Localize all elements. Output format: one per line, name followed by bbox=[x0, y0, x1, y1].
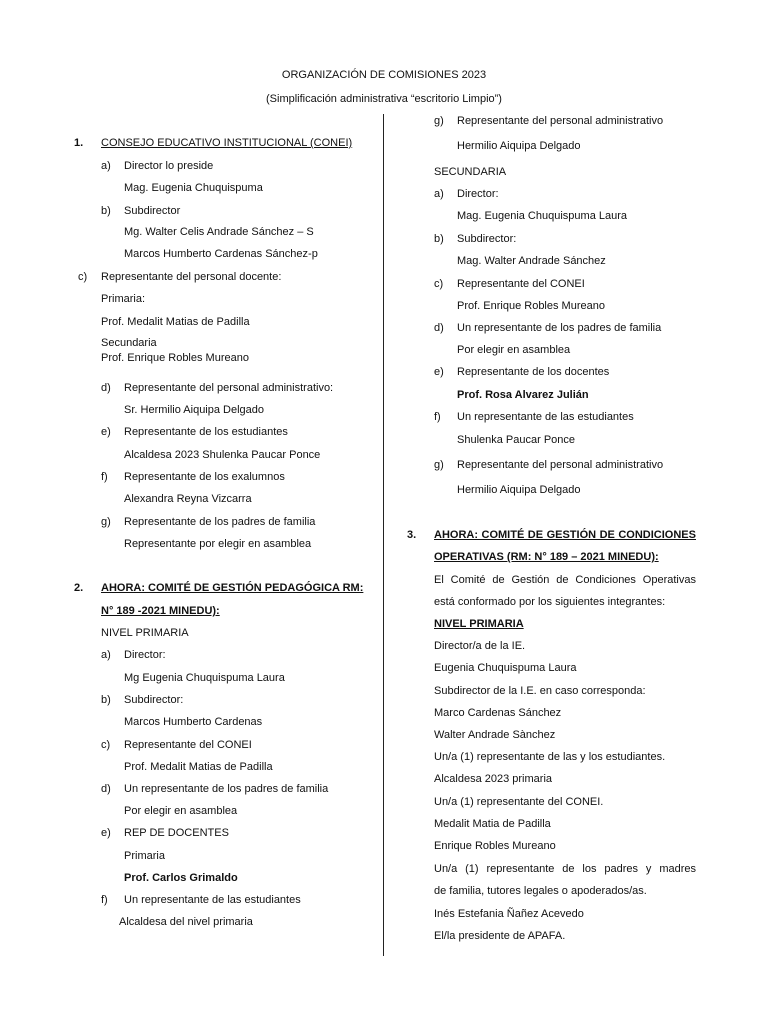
s2-e-value-2: Prof. Carlos Grimaldo bbox=[124, 872, 238, 884]
r-g2-label: g) bbox=[434, 459, 444, 471]
r-b-value: Mag. Walter Andrade Sánchez bbox=[457, 255, 606, 267]
s3-level: NIVEL PRIMARIA bbox=[434, 618, 524, 630]
s3-line-4: Marco Cardenas Sánchez bbox=[434, 707, 562, 719]
s1-b-label: b) bbox=[101, 205, 111, 217]
r-d-text: Un representante de los padres de familia bbox=[457, 322, 662, 334]
section-1-number: 1. bbox=[74, 137, 84, 149]
s1-c-primaria: Primaria: bbox=[101, 293, 146, 305]
r-b-text: Subdirector: bbox=[457, 233, 517, 245]
r-d-label: d) bbox=[434, 322, 444, 334]
s3-line-13: Inés Estefania Ñañez Acevedo bbox=[434, 908, 584, 920]
r-g2-text: Representante del personal administrativo bbox=[457, 459, 664, 471]
section-3-title-line-1: AHORA: COMITÉ DE GESTIÓN DE CONDICIONES bbox=[434, 529, 696, 541]
section-2-number: 2. bbox=[74, 582, 84, 594]
s3-line-11: Un/a (1) representante de los padres y madres bbox=[434, 863, 696, 875]
s2-a-text: Director: bbox=[124, 649, 166, 661]
s2-f-label: f) bbox=[101, 894, 108, 906]
section-1-title: CONSEJO EDUCATIVO INSTITUCIONAL (CONEI) bbox=[101, 137, 353, 149]
s1-c-label: c) bbox=[78, 271, 88, 283]
r-b-label: b) bbox=[434, 233, 444, 245]
s1-d-label: d) bbox=[101, 382, 111, 394]
s3-line-7: Alcaldesa 2023 primaria bbox=[434, 773, 553, 785]
r-g1-text: Representante del personal administrativo bbox=[457, 115, 664, 127]
r-c-label: c) bbox=[434, 278, 444, 290]
r-c-value: Prof. Enrique Robles Mureano bbox=[457, 300, 605, 312]
s2-d-text: Un representante de los padres de familia bbox=[124, 783, 329, 795]
s3-intro-line-2: está conformado por los siguientes integrantes: bbox=[434, 596, 666, 608]
document-title: ORGANIZACIÓN DE COMISIONES 2023 bbox=[281, 69, 487, 81]
s3-line-12: de familia, tutores legales o apoderados/as. bbox=[434, 885, 647, 897]
s3-line-3: Subdirector de la I.E. en caso corresponda: bbox=[434, 685, 646, 697]
section-3-number: 3. bbox=[407, 529, 417, 541]
s3-line-1: Director/a de la IE. bbox=[434, 640, 526, 652]
s2-f-value: Alcaldesa del nivel primaria bbox=[119, 916, 253, 928]
s1-f-value: Alexandra Reyna Vizcarra bbox=[124, 493, 252, 505]
s2-f-text: Un representante de las estudiantes bbox=[124, 894, 301, 906]
s2-a-value: Mg Eugenia Chuquispuma Laura bbox=[124, 672, 285, 684]
s2-e-text: REP DE DOCENTES bbox=[124, 827, 229, 839]
s2-e-label: e) bbox=[101, 827, 111, 839]
r-d-value: Por elegir en asamblea bbox=[457, 344, 571, 356]
s1-g-label: g) bbox=[101, 516, 111, 528]
s2-d-label: d) bbox=[101, 783, 111, 795]
s1-f-label: f) bbox=[101, 471, 108, 483]
r-a-text: Director: bbox=[457, 188, 499, 200]
s3-line-9: Medalit Matia de Padilla bbox=[434, 818, 551, 830]
r-secundaria: SECUNDARIA bbox=[434, 166, 507, 178]
r-g2-value: Hermilio Aiquipa Delgado bbox=[457, 484, 581, 496]
s2-b-label: b) bbox=[101, 694, 111, 706]
s3-line-6: Un/a (1) representante de las y los estudiantes. bbox=[434, 751, 666, 763]
s2-b-value: Marcos Humberto Cardenas bbox=[124, 716, 263, 728]
s1-e-value: Alcaldesa 2023 Shulenka Paucar Ponce bbox=[124, 449, 321, 461]
r-g1-label: g) bbox=[434, 115, 444, 127]
document-subtitle: (Simplificación administrativa “escritorio Limpio”) bbox=[266, 93, 502, 105]
s1-a-label: a) bbox=[101, 160, 111, 172]
s1-e-label: e) bbox=[101, 426, 111, 438]
s2-b-text: Subdirector: bbox=[124, 694, 184, 706]
s2-d-value: Por elegir en asamblea bbox=[124, 805, 238, 817]
s1-b-value-1: Mg. Walter Celis Andrade Sánchez – S bbox=[124, 226, 314, 238]
s1-e-text: Representante de los estudiantes bbox=[124, 426, 288, 438]
r-a-value: Mag. Eugenia Chuquispuma Laura bbox=[457, 210, 628, 222]
r-e-text: Representante de los docentes bbox=[457, 366, 610, 378]
r-a-label: a) bbox=[434, 188, 444, 200]
s3-intro-line-1: El Comité de Gestión de Condiciones Operativas bbox=[434, 574, 696, 586]
s2-c-value: Prof. Medalit Matias de Padilla bbox=[124, 761, 273, 773]
s1-g-text: Representante de los padres de familia bbox=[124, 516, 316, 528]
s1-c-text: Representante del personal docente: bbox=[101, 271, 282, 283]
r-f-text: Un representante de las estudiantes bbox=[457, 411, 634, 423]
section-2-title-line-2: N° 189 -2021 MINEDU): bbox=[101, 605, 220, 617]
s3-line-14: El/la presidente de APAFA. bbox=[434, 930, 566, 942]
s1-f-text: Representante de los exalumnos bbox=[124, 471, 285, 483]
r-c-text: Representante del CONEI bbox=[457, 278, 585, 290]
s3-line-5: Walter Andrade Sànchez bbox=[434, 729, 556, 741]
section-2-title-line-1: AHORA: COMITÉ DE GESTIÓN PEDAGÓGICA RM: bbox=[101, 582, 364, 594]
s1-c-secundaria: Secundaria bbox=[101, 337, 157, 349]
s3-line-10: Enrique Robles Mureano bbox=[434, 840, 556, 852]
s2-level: NIVEL PRIMARIA bbox=[101, 627, 189, 639]
s1-a-value: Mag. Eugenia Chuquispuma bbox=[124, 182, 263, 194]
s3-line-2: Eugenia Chuquispuma Laura bbox=[434, 662, 577, 674]
s1-d-value: Sr. Hermilio Aiquipa Delgado bbox=[124, 404, 265, 416]
r-e-value: Prof. Rosa Alvarez Julián bbox=[457, 389, 589, 401]
section-3-title-line-2: OPERATIVAS (RM: N° 189 – 2021 MINEDU): bbox=[434, 551, 659, 563]
s1-c-secundaria-value: Prof. Enrique Robles Mureano bbox=[101, 352, 249, 364]
s1-d-text: Representante del personal administrativo: bbox=[124, 382, 334, 394]
s2-c-label: c) bbox=[101, 739, 111, 751]
column-divider bbox=[383, 114, 384, 956]
s2-c-text: Representante del CONEI bbox=[124, 739, 252, 751]
r-f-value: Shulenka Paucar Ponce bbox=[457, 434, 576, 446]
r-g1-value: Hermilio Aiquipa Delgado bbox=[457, 140, 581, 152]
s1-b-text: Subdirector bbox=[124, 205, 181, 217]
s3-line-8: Un/a (1) representante del CONEI. bbox=[434, 796, 604, 808]
s1-c-primaria-value: Prof. Medalit Matias de Padilla bbox=[101, 316, 250, 328]
s2-a-label: a) bbox=[101, 649, 111, 661]
s1-g-value: Representante por elegir en asamblea bbox=[124, 538, 312, 550]
s1-b-value-2: Marcos Humberto Cardenas Sánchez-p bbox=[124, 248, 318, 260]
r-e-label: e) bbox=[434, 366, 444, 378]
s2-e-value-1: Primaria bbox=[124, 850, 165, 862]
r-f-label: f) bbox=[434, 411, 441, 423]
s1-a-text: Director lo preside bbox=[124, 160, 214, 172]
